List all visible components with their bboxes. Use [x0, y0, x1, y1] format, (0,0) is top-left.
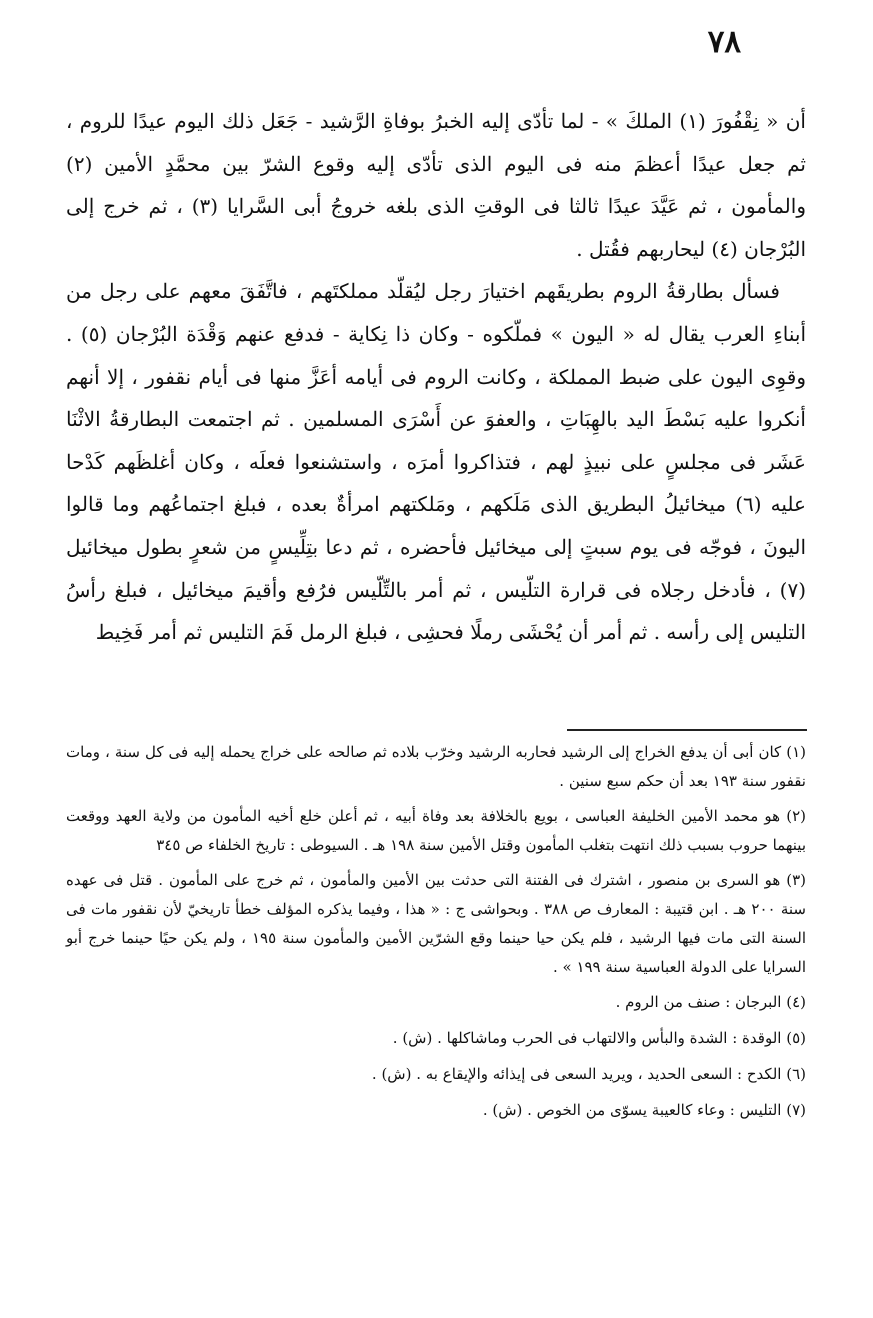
footnotes-section: [66, 738, 806, 1132]
footnote-3: (٣) هو السرى بن منصور ، اشترك فى الفتنة التى حدثت بين الأمين والمأمون ، ثم خرج على المأمون . قتل فى عهده سنة ٢٠٠ هـ . ابن قتيبة : المعارف ص ٣٨٨ . وبحواشى ج : « هذا ، وفيما يذكره المؤلف خطأ تاريخيّ لأن نقفور مات فى السنة التى مات فيها الرشيد ، فلم يكن حيا حينما وقع الشرّين الأمين والمأمون سنة ١٩٥ ، ولم يكن حيًا حينما خرج أبو السرايا على الدولة العباسية سنة ١٩٩ » .: [66, 871, 807, 976]
footnote-7: (٧) التليس : وعاء كالعيبة يسوّى من الخوص . (ش) .: [482, 1101, 806, 1119]
main-text: [66, 100, 806, 654]
footnote-4: (٤) البرجان : صنف من الروم .: [615, 993, 806, 1011]
footnote-1: (١) كان أبى أن يدفع الخراج إلى الرشيد فحاربه الرشيد وخرّب بلاده ثم صالحه على خراج يحمله إليه فى كل سنة ، ومات نقفور سنة ١٩٣ بعد أن حكم سبع سنين .: [66, 743, 806, 790]
footnote-separator: [567, 729, 807, 731]
paragraph-1: أن « نِقْفُورَ (١) الملكَ » - لما تأدّى إليه الخبرُ بوفاةِ الرَّشيد - جَعَل ذلك اليوم عيدًا للروم ، ثم جعل عيدًا أعظمَ منه فى اليوم الذى تأدّى إليه وقوع الشرّ بين محمَّدٍ الأمين (٢) والمأمون ، ثم عَيَّدَ عيدًا ثالثا فى الوقتِ الذى بلغه خروجُ أبى السَّرايا (٣) ، ثم خرج إلى البُرْجان (٤) ليحاربهم فقُتل .: [66, 109, 806, 261]
footnote-6: (٦) الكدح : السعى الحديد ، ويريد السعى فى إيذائه والإيقاع به . (ش) .: [371, 1065, 806, 1083]
page-number: ٧٨: [707, 24, 741, 60]
paragraph-2: فسأل بطارقةُ الروم بطريقَهم اختيارَ رجل ليُقلّد مملكتَهم ، فاتَّفَقَ معهم على رجل من أبناءِ العرب يقال له « اليون » فملّكوه - وكان ذا نِكاية - فدفع عنهم وَقْدَة البُرْجان (٥) . وقوِى اليون على ضبط المملكة ، وكانت الروم فى أيامه أعَزَّ منها فى أيام نقفور ، إلا أنهم أنكروا عليه بَسْطَ اليد بالهِبَاتِ ، والعفوَ عن أَسْرَى المسلمين . ثم اجتمعت البطارقةُ الاثْنَا عَشَر فى مجلسٍ على نبيذٍ لهم ، فتذاكروا أمرَه ، واستشنعوا فعلَه ، وكان أغلظَهم كَدْحا عليه (٦) ميخائيلُ البطريق الذى مَلَكهم ، ومَلكتهم امرأةٌ بعده ، فبلغ اجتماعُهم وما قالوا اليونَ ، فوجّه فى يوم سبتٍ إلى ميخائيل فأحضره ، ثم دعا بتِلِّيسٍ من شعرٍ بطول ميخائيل (٧) ، فأدخل رجلاه فى قرارة التلّيس ، ثم أمر بالتِّلّيس فرُفع وأقيمَ ميخائيل ، فبلغ رأسُ التليس إلى رأسه . ثم أمر أن يُحْشَى رملًا فحشِى ، فبلغ الرمل فَمَ التليس ثم أمر فَخِيط: [66, 279, 806, 645]
footnote-5: (٥) الوقدة : الشدة والبأس والالتهاب فى الحرب وماشاكلها . (ش) .: [392, 1029, 806, 1047]
footnote-2: (٢) هو محمد الأمين الخليفة العباسى ، بويع بالخلافة بعد وفاة أبيه ، ثم أعلن خلع أخيه المأمون من ولاية العهد ووقعت بينهما حروب بسبب ذلك انتهت بتغلب المأمون وقتل الأمين سنة ١٩٨ هـ . السيوطى : تاريخ الخلفاء ص ٣٤٥: [66, 807, 806, 854]
